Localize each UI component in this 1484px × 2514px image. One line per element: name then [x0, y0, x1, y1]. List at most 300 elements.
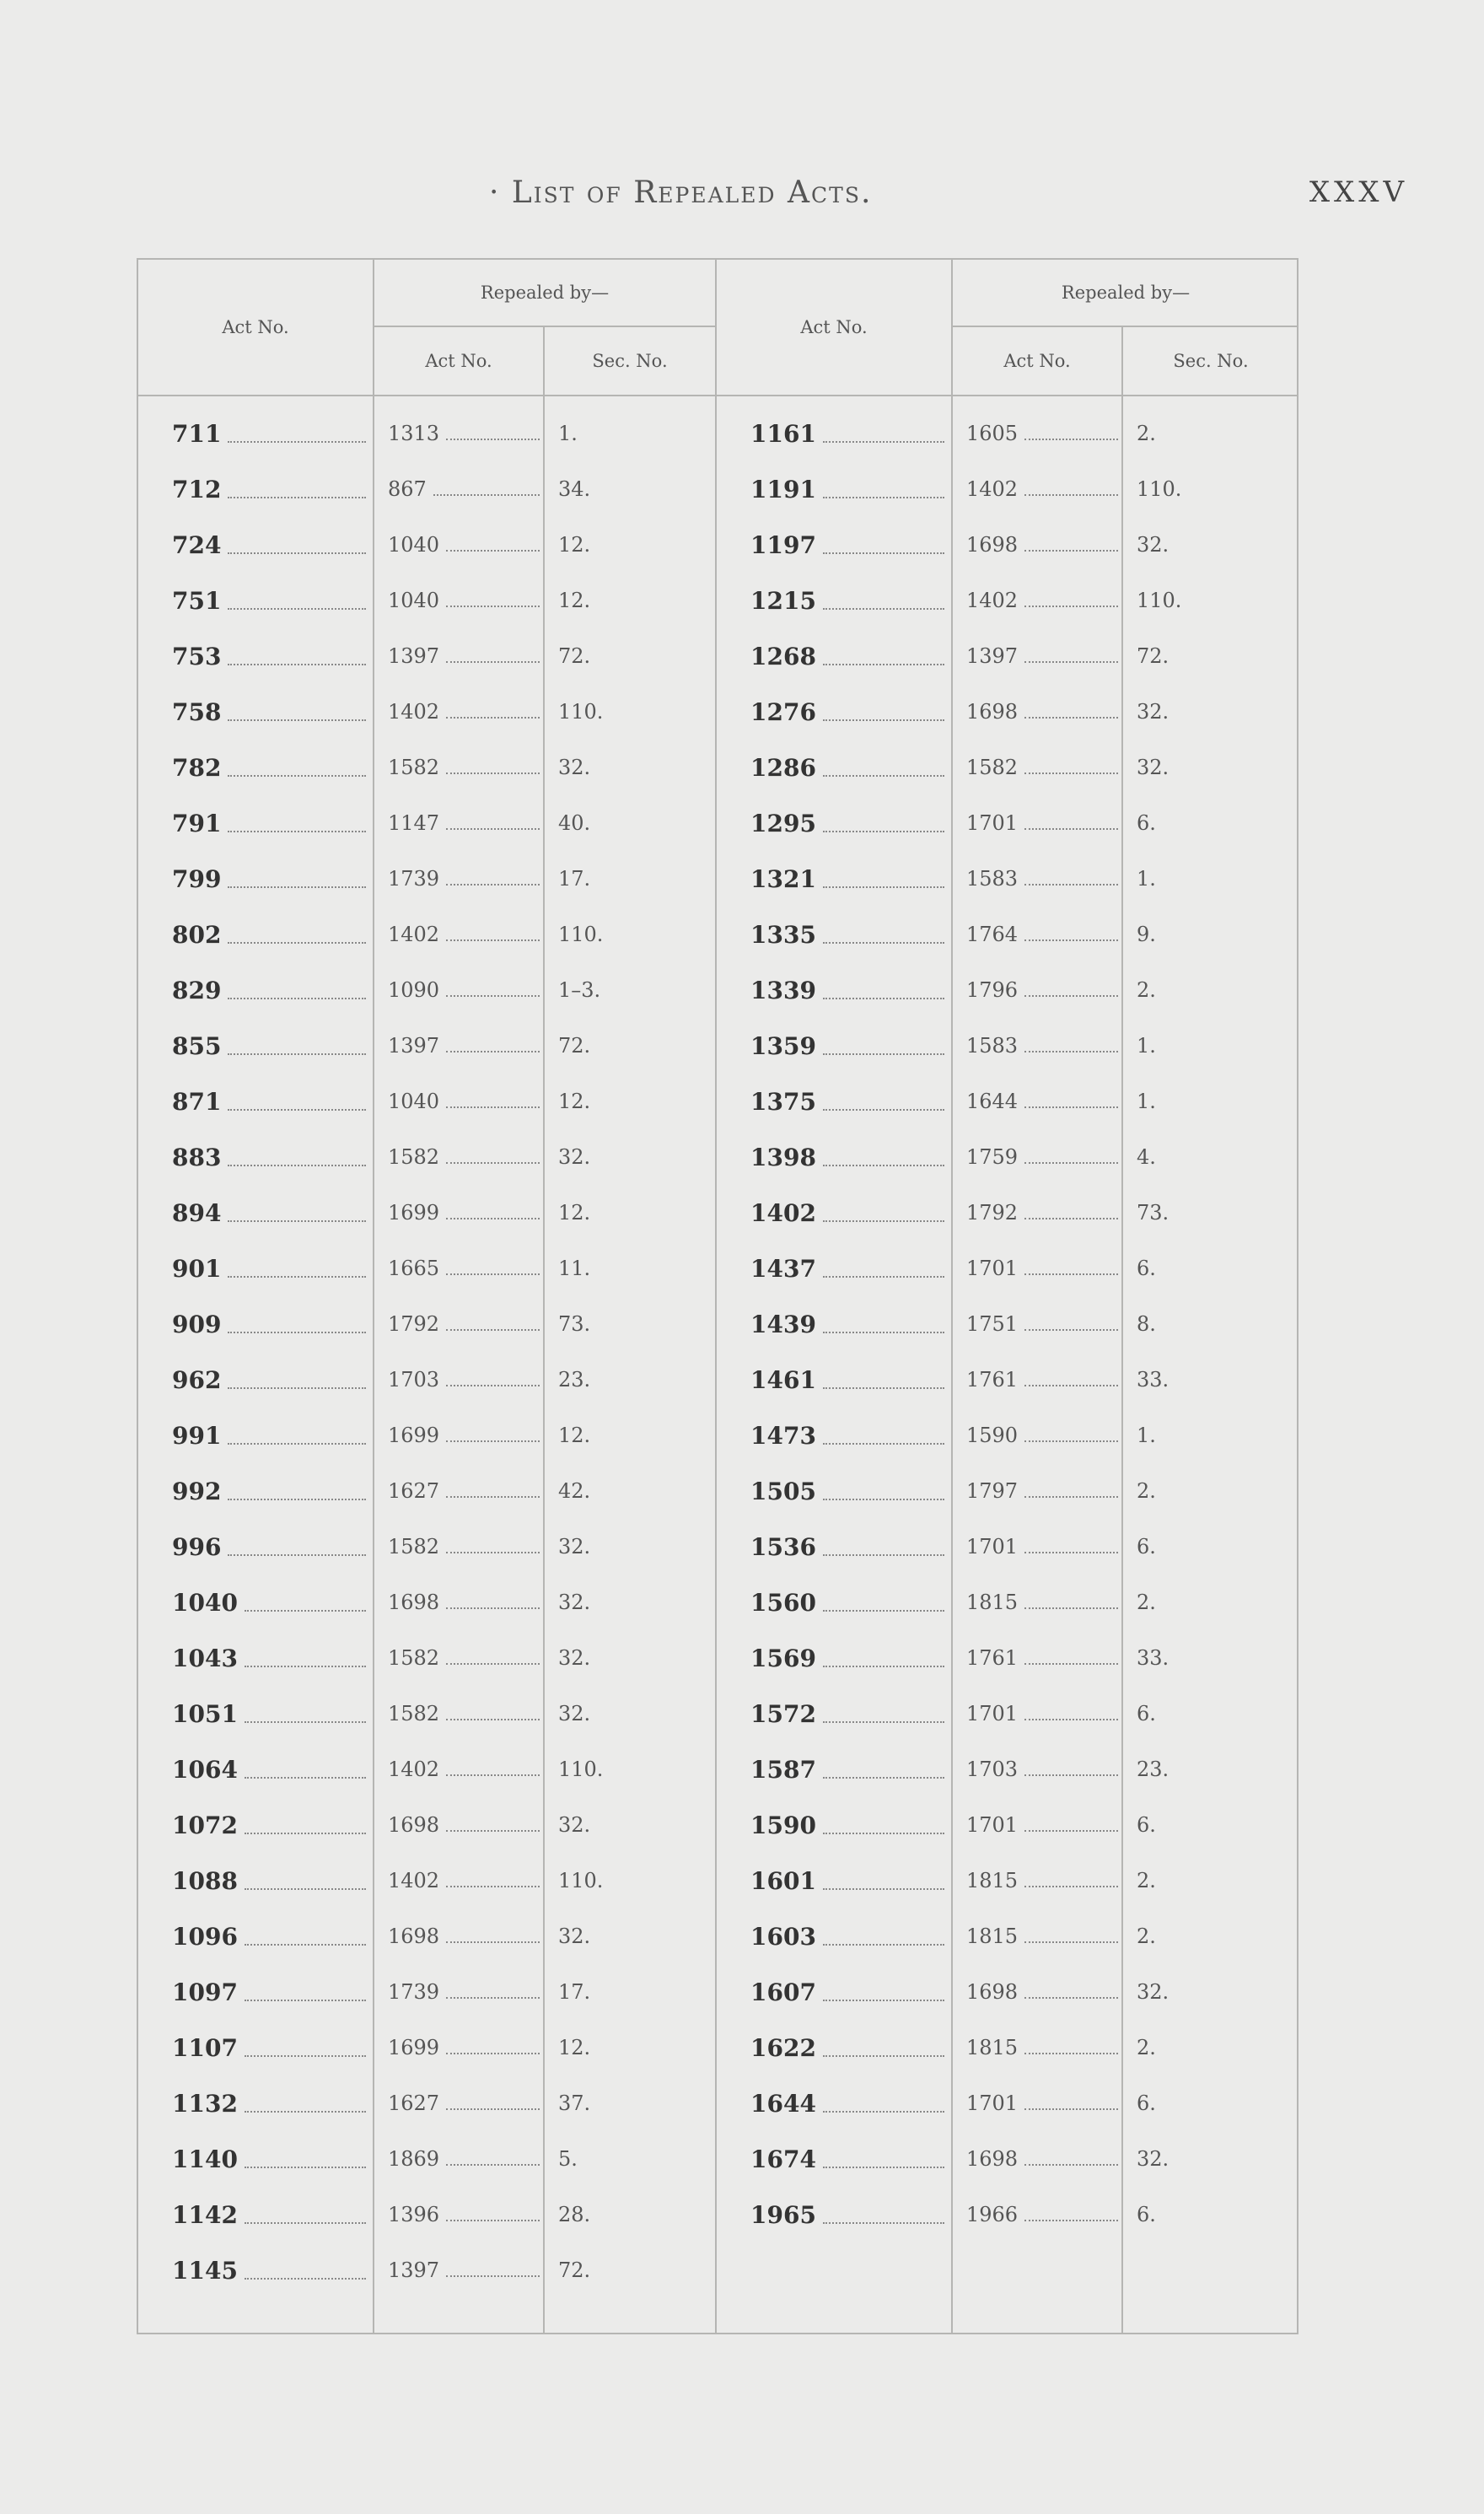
- repealing-act-text: 1040: [388, 533, 440, 557]
- repealed-act-number: [172, 1144, 366, 1171]
- table-row: [717, 2135, 1298, 2191]
- repealing-act-text: 1796: [966, 978, 1019, 1002]
- repealing-act-text: 1583: [966, 1034, 1019, 1058]
- table-row: [717, 466, 1298, 521]
- repealing-act-number: [388, 644, 540, 668]
- repealing-act-number: [388, 1702, 540, 1725]
- act-number-text: 1398: [750, 1144, 816, 1171]
- act-number-text: 992: [172, 1478, 222, 1505]
- dot-leader: [245, 1943, 366, 1946]
- table-row: [138, 1913, 715, 1968]
- dot-leader: [228, 1498, 366, 1500]
- act-number-text: 883: [172, 1144, 222, 1171]
- dot-leader: [228, 552, 366, 554]
- table-row: [138, 1801, 715, 1857]
- repealing-act-text: 1582: [388, 1535, 440, 1558]
- act-number-text: 1461: [750, 1366, 816, 1394]
- header-repealed-by: Repealed by—: [953, 260, 1298, 327]
- act-number-text: 996: [172, 1533, 222, 1561]
- section-number: 2.: [1137, 1479, 1156, 1503]
- repealing-act-text: 1582: [388, 1702, 440, 1725]
- dot-leader: [1024, 660, 1118, 663]
- repealing-act-text: 1644: [966, 1090, 1019, 1113]
- dot-leader: [245, 2110, 366, 2113]
- section-number: 32.: [1137, 756, 1169, 779]
- section-number: 1.: [1137, 867, 1156, 891]
- section-number: 32.: [558, 756, 591, 779]
- repealed-act-number: [172, 1478, 366, 1505]
- dot-leader: [446, 2274, 540, 2277]
- dot-leader: [1024, 1106, 1118, 1108]
- dot-leader: [1024, 1829, 1118, 1832]
- table-row: [138, 1690, 715, 1746]
- act-number-text: 1088: [172, 1867, 238, 1895]
- act-number-text: 1601: [750, 1867, 816, 1895]
- dot-leader: [446, 1217, 540, 1219]
- repealing-act-number: [388, 1201, 540, 1225]
- dot-leader: [823, 1999, 944, 2001]
- dot-leader: [228, 886, 366, 888]
- repealing-act-text: 1701: [966, 1702, 1019, 1725]
- dot-leader: [228, 607, 366, 610]
- act-number-text: 1437: [750, 1255, 816, 1283]
- table-row: [717, 1467, 1298, 1523]
- dot-leader: [823, 830, 944, 832]
- dot-leader: [446, 1328, 540, 1331]
- dot-leader: [446, 660, 540, 663]
- repealing-act-text: 1701: [966, 811, 1019, 835]
- dot-leader: [228, 774, 366, 777]
- repealed-act-number: [172, 2034, 366, 2062]
- act-number-text: 1072: [172, 1811, 238, 1839]
- dot-leader: [446, 716, 540, 719]
- section-number: 5.: [558, 2147, 578, 2171]
- repealing-act-number: [966, 700, 1118, 724]
- repealing-act-number: [388, 589, 540, 612]
- section-number: 33.: [1137, 1368, 1169, 1392]
- table-row: [717, 1412, 1298, 1467]
- repealing-act-text: 1869: [388, 2147, 440, 2171]
- dot-leader: [823, 1219, 944, 1222]
- dot-leader: [446, 438, 540, 440]
- repealing-act-number: [966, 2203, 1118, 2226]
- repealing-act-text: 1966: [966, 2203, 1019, 2226]
- dot-leader: [446, 1662, 540, 1665]
- table-row: [717, 1245, 1298, 1300]
- repealing-act-number: [966, 1702, 1118, 1725]
- section-number: 17.: [558, 1980, 591, 2004]
- act-number-text: 962: [172, 1366, 222, 1394]
- table-row: [138, 1968, 715, 2024]
- repealed-act-number: [750, 1255, 944, 1283]
- table-row: [717, 1968, 1298, 2024]
- table-row: [138, 633, 715, 688]
- repealing-act-text: 1590: [966, 1424, 1019, 1447]
- dot-leader: [823, 1776, 944, 1779]
- dot-leader: [228, 1553, 366, 1556]
- dot-leader: [228, 941, 366, 944]
- repealed-act-number: [172, 1422, 366, 1450]
- repealing-act-number: [388, 1813, 540, 1837]
- act-number-text: 1375: [750, 1088, 816, 1116]
- dot-leader: [446, 1161, 540, 1164]
- act-number-text: 712: [172, 476, 222, 503]
- repealing-act-text: 1698: [966, 1980, 1019, 2004]
- dot-leader: [1024, 1996, 1118, 1999]
- act-number-text: 1064: [172, 1756, 238, 1784]
- act-number-text: 1339: [750, 977, 816, 1004]
- repealing-act-text: 1698: [388, 1591, 440, 1614]
- act-number-text: 1276: [750, 698, 816, 726]
- table-row: [138, 1412, 715, 1467]
- section-number: 73.: [1137, 1201, 1169, 1225]
- repealing-act-text: 1699: [388, 1424, 440, 1447]
- dot-leader: [823, 1943, 944, 1946]
- repealing-act-text: 1665: [388, 1257, 440, 1280]
- table-row: [138, 1523, 715, 1579]
- act-number-text: 1569: [750, 1645, 816, 1672]
- dot-leader: [1024, 493, 1118, 496]
- repealing-act-text: 1759: [966, 1145, 1019, 1169]
- dot-leader: [1024, 716, 1118, 719]
- table-row: [717, 1690, 1298, 1746]
- repealed-act-number: [750, 1867, 944, 1895]
- table-header-right: [717, 258, 1298, 396]
- repealing-act-number: [388, 422, 540, 445]
- dot-leader: [245, 2277, 366, 2280]
- table-row: [717, 1579, 1298, 1634]
- dot-leader: [1024, 1440, 1118, 1442]
- repealing-act-text: 1815: [966, 1869, 1019, 1892]
- repealing-act-text: 1402: [388, 1758, 440, 1781]
- repealing-act-number: [966, 978, 1118, 1002]
- dot-leader: [1024, 1718, 1118, 1720]
- section-number: 110.: [1137, 589, 1182, 612]
- table-row: [138, 1022, 715, 1078]
- repealed-act-number: [750, 2034, 944, 2062]
- section-number: 32.: [558, 1925, 591, 1948]
- section-number: 17.: [558, 867, 591, 891]
- dot-leader: [823, 1609, 944, 1612]
- section-number: 6.: [1137, 1702, 1156, 1725]
- repealing-act-number: [966, 1257, 1118, 1280]
- dot-leader: [823, 440, 944, 443]
- repealing-act-number: [388, 1980, 540, 2004]
- section-number: 32.: [558, 1591, 591, 1614]
- repealing-act-number: [966, 1758, 1118, 1781]
- repealing-act-text: 1701: [966, 2091, 1019, 2115]
- dot-leader: [446, 2219, 540, 2221]
- dot-leader: [228, 1275, 366, 1278]
- repealed-act-number: [172, 420, 366, 448]
- dot-leader: [823, 1887, 944, 1890]
- repealed-act-number: [750, 1422, 944, 1450]
- section-number: 6.: [1137, 1535, 1156, 1558]
- table-row: [717, 1022, 1298, 1078]
- table-row: [138, 688, 715, 744]
- repealing-act-text: 1701: [966, 1535, 1019, 1558]
- dot-leader: [228, 1052, 366, 1055]
- table-row: [717, 1356, 1298, 1412]
- repealing-act-number: [388, 867, 540, 891]
- table-row: [717, 744, 1298, 799]
- section-number: 32.: [558, 1813, 591, 1837]
- section-number: 32.: [558, 1702, 591, 1725]
- section-number: 110.: [558, 1758, 604, 1781]
- table-row: [138, 799, 715, 855]
- page-header: [0, 175, 1484, 226]
- table-row: [717, 799, 1298, 855]
- repealing-act-number: [966, 422, 1118, 445]
- repealing-act-text: 1792: [966, 1201, 1019, 1225]
- act-number-text: 991: [172, 1422, 222, 1450]
- dot-leader: [245, 2054, 366, 2057]
- section-number: 12.: [558, 1090, 591, 1113]
- repealing-act-number: [388, 1869, 540, 1892]
- repealed-act-number: [172, 921, 366, 949]
- dot-leader: [823, 1275, 944, 1278]
- table-row: [138, 2247, 715, 2302]
- repealed-act-number: [172, 1255, 366, 1283]
- repealed-act-number: [750, 643, 944, 670]
- section-number: 72.: [558, 1034, 591, 1058]
- repealing-act-text: 1797: [966, 1479, 1019, 1503]
- section-number: 11.: [558, 1257, 591, 1280]
- repealed-act-number: [172, 2145, 366, 2173]
- section-number: 4.: [1137, 1145, 1156, 1169]
- section-number: 33.: [1137, 1646, 1169, 1670]
- repealing-act-number: [966, 2091, 1118, 2115]
- section-number: 110.: [558, 923, 604, 946]
- repealed-act-number: [172, 1533, 366, 1561]
- repealing-act-number: [388, 700, 540, 724]
- act-number-text: 782: [172, 754, 222, 782]
- repealed-act-number: [172, 1756, 366, 1784]
- table-row: [717, 1913, 1298, 1968]
- dot-leader: [823, 1442, 944, 1445]
- dot-leader: [228, 1108, 366, 1111]
- repealed-act-number: [750, 1032, 944, 1060]
- act-number-text: 1402: [750, 1199, 816, 1227]
- repealed-act-number: [172, 476, 366, 503]
- table-row: [717, 2024, 1298, 2080]
- repealed-act-number: [750, 977, 944, 1004]
- repealing-act-number: [966, 477, 1118, 501]
- dot-leader: [823, 1832, 944, 1834]
- dot-leader: [1024, 1662, 1118, 1665]
- dot-leader: [823, 1108, 944, 1111]
- repealing-act-number: [388, 2147, 540, 2171]
- dot-leader: [446, 1106, 540, 1108]
- dot-leader: [1024, 1050, 1118, 1052]
- table-row: [138, 1356, 715, 1412]
- repealed-act-number: [172, 1867, 366, 1895]
- section-number: 6.: [1137, 1257, 1156, 1280]
- header-act-no: Act No.: [138, 260, 374, 395]
- dot-leader: [823, 552, 944, 554]
- repealing-act-text: 1582: [388, 1145, 440, 1169]
- act-number-text: 1286: [750, 754, 816, 782]
- dot-leader: [446, 1774, 540, 1776]
- dot-leader: [823, 496, 944, 498]
- repealing-act-number: [966, 756, 1118, 779]
- section-number: 32.: [558, 1145, 591, 1169]
- table-row: [138, 521, 715, 577]
- repealed-act-number: [750, 1645, 944, 1672]
- repealing-act-text: 1751: [966, 1312, 1019, 1336]
- table-row: [138, 466, 715, 521]
- section-number: 12.: [558, 1424, 591, 1447]
- dot-leader: [446, 1829, 540, 1832]
- table-row: [717, 855, 1298, 911]
- repealed-act-number: [750, 1478, 944, 1505]
- repealing-act-number: [388, 1646, 540, 1670]
- dot-leader: [1024, 2108, 1118, 2110]
- repealed-act-number: [750, 1144, 944, 1171]
- table-row: [138, 2191, 715, 2247]
- repealing-act-text: 1582: [966, 756, 1019, 779]
- section-number: 32.: [1137, 533, 1169, 557]
- repealing-act-number: [966, 1034, 1118, 1058]
- act-number-text: 1142: [172, 2201, 238, 2229]
- act-number-text: 753: [172, 643, 222, 670]
- repealing-act-text: 1605: [966, 422, 1019, 445]
- dot-leader: [823, 1720, 944, 1723]
- act-number-text: 1587: [750, 1756, 816, 1784]
- act-number-text: 1439: [750, 1311, 816, 1338]
- dot-leader: [1024, 1217, 1118, 1219]
- dot-leader: [1024, 772, 1118, 774]
- act-number-text: 1268: [750, 643, 816, 670]
- repealing-act-number: [966, 2036, 1118, 2059]
- repealing-act-text: 1703: [388, 1368, 440, 1392]
- act-number-text: 1572: [750, 1700, 816, 1728]
- act-number-text: 1040: [172, 1589, 238, 1617]
- table-row: [138, 911, 715, 966]
- table-row: [717, 410, 1298, 466]
- dot-leader: [228, 1219, 366, 1222]
- section-number: 34.: [558, 477, 591, 501]
- dot-leader: [446, 1050, 540, 1052]
- repealing-act-number: [388, 1257, 540, 1280]
- act-number-text: 799: [172, 865, 222, 893]
- section-number: 12.: [558, 533, 591, 557]
- repealed-act-number: [750, 531, 944, 559]
- repealing-act-number: [388, 1925, 540, 1948]
- table-row: [717, 1133, 1298, 1189]
- table-row: [138, 577, 715, 633]
- repealing-act-number: [388, 2091, 540, 2115]
- repealing-act-number: [966, 1479, 1118, 1503]
- header-sec-no: Sec. No.: [1173, 351, 1249, 371]
- act-number-text: 1965: [750, 2201, 816, 2229]
- table-row: [717, 966, 1298, 1022]
- repealing-act-text: 1815: [966, 1925, 1019, 1948]
- repealing-act-number: [388, 1034, 540, 1058]
- repealing-act-number: [388, 1090, 540, 1113]
- table-row: [138, 1467, 715, 1523]
- table-row: [717, 1801, 1298, 1857]
- table-row: [717, 1189, 1298, 1245]
- act-number-text: 1607: [750, 1978, 816, 2006]
- table-row: [717, 1078, 1298, 1133]
- section-number: 32.: [1137, 700, 1169, 724]
- dot-leader: [1024, 939, 1118, 941]
- table-row: [138, 966, 715, 1022]
- repealing-act-number: [388, 978, 540, 1002]
- repealing-act-number: [966, 811, 1118, 835]
- repealing-act-text: 1815: [966, 2036, 1019, 2059]
- repealed-act-number: [750, 865, 944, 893]
- repealing-act-text: 867: [388, 477, 427, 501]
- repealed-act-number: [172, 2257, 366, 2285]
- repealing-act-text: 1701: [966, 1257, 1019, 1280]
- section-number: 32.: [558, 1646, 591, 1670]
- act-number-text: 802: [172, 921, 222, 949]
- dot-leader: [823, 2054, 944, 2057]
- section-number: 72.: [558, 644, 591, 668]
- repealing-act-number: [966, 1312, 1118, 1336]
- dot-leader: [245, 2166, 366, 2168]
- repealed-act-number: [172, 643, 366, 670]
- repealed-act-number: [750, 1978, 944, 2006]
- repealing-act-text: 1397: [388, 1034, 440, 1058]
- act-number-text: 1215: [750, 587, 816, 615]
- table-row: [717, 1300, 1298, 1356]
- dot-leader: [1024, 994, 1118, 997]
- dot-leader: [446, 1384, 540, 1386]
- repealing-act-number: [388, 1368, 540, 1392]
- repealing-act-text: 1582: [388, 1646, 440, 1670]
- repealing-act-text: 1402: [388, 700, 440, 724]
- repealing-act-text: 1402: [388, 1869, 440, 1892]
- dot-leader: [1024, 1384, 1118, 1386]
- repealed-act-number: [750, 2201, 944, 2229]
- dot-leader: [1024, 1774, 1118, 1776]
- repealed-act-number: [172, 2201, 366, 2229]
- act-number-text: 829: [172, 977, 222, 1004]
- repealing-act-number: [388, 2036, 540, 2059]
- section-number: 1–3.: [558, 978, 601, 1002]
- section-number: 2.: [1137, 1869, 1156, 1892]
- table-body-right: [717, 410, 1298, 2247]
- table-body-left: [138, 410, 715, 2302]
- repealing-act-number: [966, 589, 1118, 612]
- section-number: 6.: [1137, 2091, 1156, 2115]
- table-row: [138, 1746, 715, 1801]
- repealing-act-number: [388, 923, 540, 946]
- repealed-act-number: [172, 1199, 366, 1227]
- dot-leader: [228, 1386, 366, 1389]
- repealing-act-text: 1703: [966, 1758, 1019, 1781]
- repealing-act-number: [388, 533, 540, 557]
- act-number-text: 791: [172, 810, 222, 837]
- dot-leader: [228, 1442, 366, 1445]
- repealing-act-text: 1397: [388, 2258, 440, 2282]
- repealed-act-number: [172, 977, 366, 1004]
- section-number: 28.: [558, 2203, 591, 2226]
- repealed-act-number: [750, 587, 944, 615]
- section-number: 6.: [1137, 811, 1156, 835]
- section-number: 2.: [1137, 1925, 1156, 1948]
- section-number: 2.: [1137, 1591, 1156, 1614]
- table-row: [138, 1245, 715, 1300]
- section-number: 1.: [1137, 1090, 1156, 1113]
- dot-leader: [446, 883, 540, 886]
- section-number: 12.: [558, 2036, 591, 2059]
- dot-leader: [823, 2110, 944, 2113]
- table-row: [717, 1523, 1298, 1579]
